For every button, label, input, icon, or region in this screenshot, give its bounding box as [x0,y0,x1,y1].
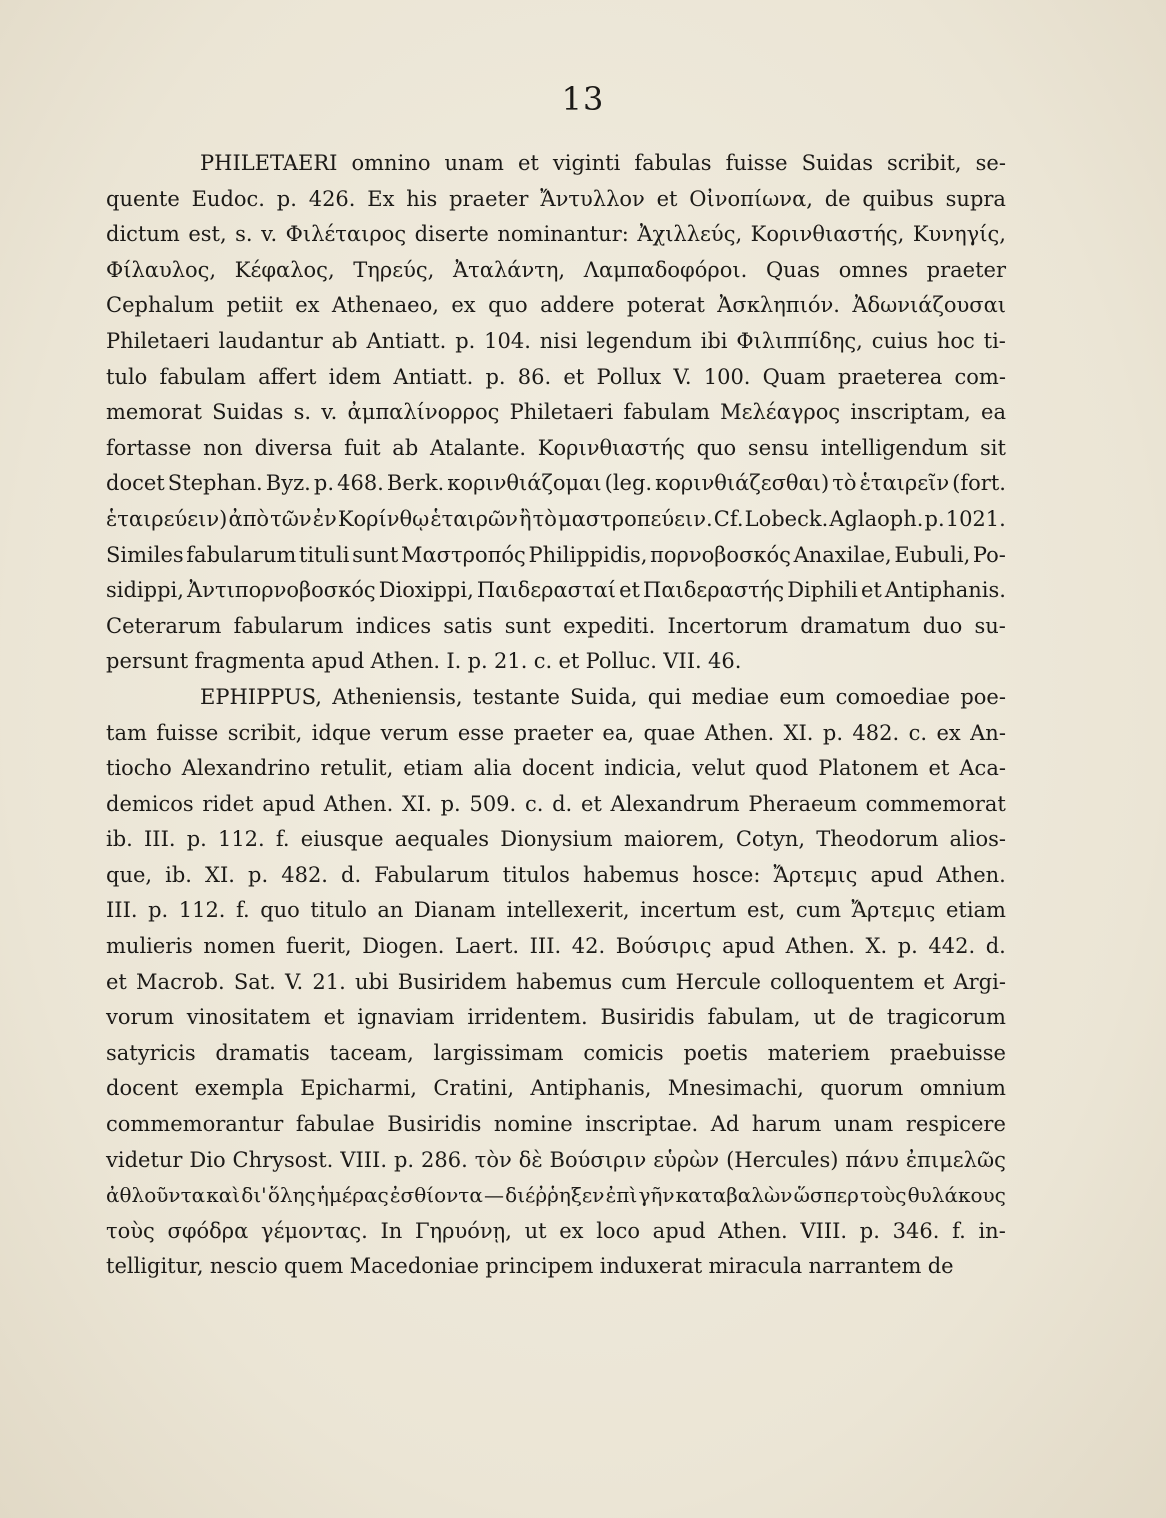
text-line: Cephalum petiit ex Athenaeo, ex quo addere poterat Ἀσκληπιόν. Ἀδωνιάζουσαι [106,293,1006,318]
text-line: que, ib. XI. p. 482. d. Fabularum titulos habemus hosce: Ἄρτεμις apud Athen. [106,862,1006,887]
text-line: vorum vinositatem et ignaviam irridentem. Busiridis fabulam, ut de tragicorum [106,1005,1006,1030]
text-line: memorat Suidas s. v. ἀμπαλίνορρος Philetaeri fabulam Μελέαγρος inscriptam, ea [106,400,1006,425]
text-line: τοὺς σφόδρα γέμοντας. In Γηρυόνῃ, ut ex loco apud Athen. VIII. p. 346. f. in- [106,1218,1006,1243]
body-text [106,146,1006,1285]
text-line: satyricis dramatis taceam, largissimam comicis poetis materiem praebuisse [106,1040,1006,1065]
text-line: videtur Dio Chrysost. VIII. p. 286. τὸν δὲ Βούσιριν εὑρὼν (Hercules) πάνυ ἐπιμελῶς [106,1147,1006,1172]
text-line: tulo fabulam affert idem Antiatt. p. 86. et Pollux V. 100. Quam praeterea com- [106,364,1006,389]
text-line: et Macrob. Sat. V. 21. ubi Busiridem habemus cum Hercule colloquentem et Argi- [106,969,1006,994]
text-line: tam fuisse scribit, idque verum esse praeter ea, quae Athen. XI. p. 482. c. ex An- [106,720,1006,745]
text-line: Φίλαυλος, Κέφαλος, Τηρεύς, Ἀταλάντη, Λαμπαδοφόροι. Quas omnes praeter [106,257,1006,282]
text-line: Similes fabularum tituli sunt Μαστροπός Philippidis, πορνοβοσκός Anaxilae, Eubuli, Po- [106,542,1006,567]
text-line: persunt fragmenta apud Athen. I. p. 21. c. et Polluc. VII. 46. [106,649,742,674]
text-line: ἀθλοῦντα καὶ δι' ὅλης ἡμέρας ἐσθίοντα — διέῤῥηξεν ἐπὶ γῆν καταβαλὼν ὥσπερ τοὺς θυλάκους [106,1183,1006,1208]
text-line: PHILETAERI omnino unam et viginti fabulas fuisse Suidas scribit, se- [200,151,1006,175]
text-line: sidippi, Ἀντιπορνοβοσκός Dioxippi, Παιδερασταί et Παιδεραστής Diphili et Antiphanis. [106,578,1006,603]
text-line: telligitur, nescio quem Macedoniae principem induxerat miracula narrantem de [106,1254,954,1279]
text-line: tiocho Alexandrino retulit, etiam alia docent indicia, velut quod Platonem et Aca- [106,756,1006,781]
text-line: dictum est, s. v. Φιλέταιρος diserte nominantur: Ἀχιλλεύς, Κορινθιαστής, Κυνηγίς, [106,222,1006,247]
text-line: ib. III. p. 112. f. eiusque aequales Dionysium maiorem, Cotyn, Theodorum alios- [106,827,1006,852]
page-number: 13 [561,80,605,118]
text-line: mulieris nomen fuerit, Diogen. Laert. III. 42. Βούσιρις apud Athen. X. p. 442. d. [106,934,1006,959]
text-line: fortasse non diversa fuit ab Atalante. Κορινθιαστής quo sensu intelligendum sit [106,435,1006,460]
text-line: docent exempla Epicharmi, Cratini, Antiphanis, Mnesimachi, quorum omnium [106,1076,1006,1101]
text-line: demicos ridet apud Athen. XI. p. 509. c. d. et Alexandrum Pheraeum commemorat [106,791,1006,816]
text-line: commemorantur fabulae Busiridis nomine inscriptae. Ad harum unam respicere [106,1112,1006,1137]
text-line: III. p. 112. f. quo titulo an Dianam intellexerit, incertum est, cum Ἄρτεμις etiam [106,898,1006,923]
text-line: docet Stephan. Byz. p. 468. Berk. κορινθιάζομαι (leg. κορινθιάζεσθαι) τὸ ἑταιρεῖν (fort. [106,471,1006,496]
text-line: EPHIPPUS, Atheniensis, testante Suida, qui mediae eum comoediae poe- [200,684,1006,709]
text-line: ἑταιρεύειν) ἀπὸ τῶν ἐν Κορίνθῳ ἑταιρῶν ἢ τὸ μαστροπεύειν. Cf. Lobeck. Aglaoph. p. 1021. [106,506,1006,531]
text-line: quente Eudoc. p. 426. Ex his praeter Ἄντυλλον et Οἰνοπίωνα, de quibus supra [106,186,1006,211]
text-line: Philetaeri laudantur ab Antiatt. p. 104. nisi legendum ibi Φιλιππίδης, cuius hoc ti- [106,328,1006,353]
text-line: Ceterarum fabularum indices satis sunt expediti. Incertorum dramatum duo su- [106,613,1006,638]
